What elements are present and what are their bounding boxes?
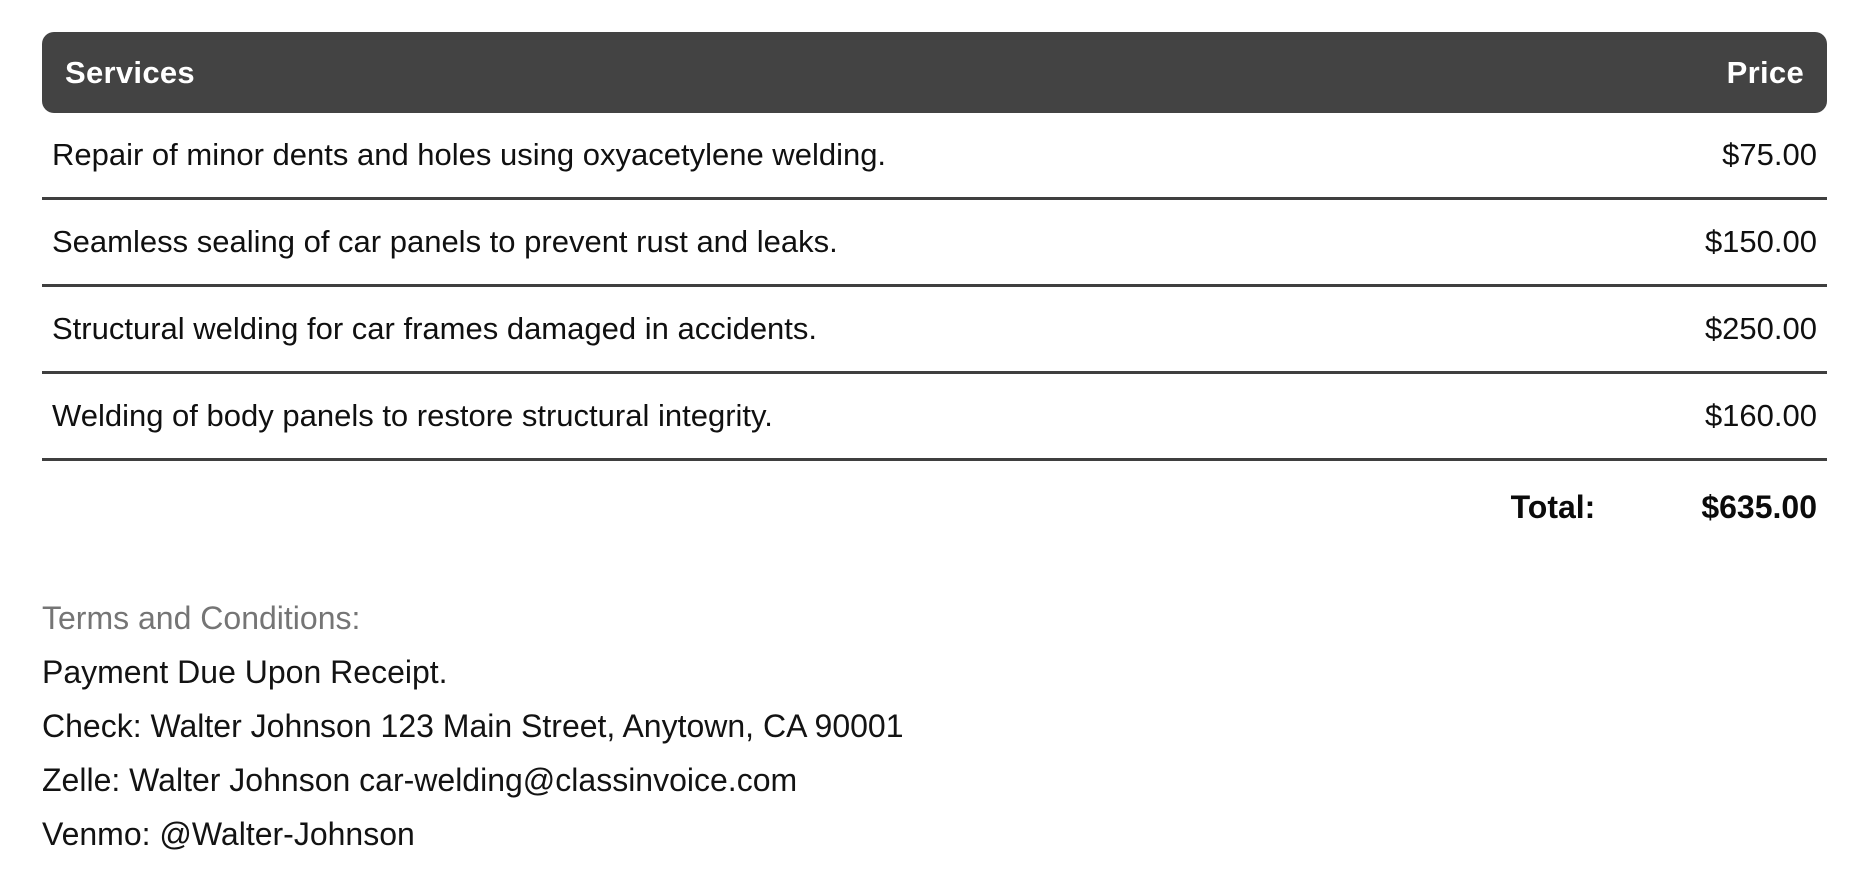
service-description-cell: Seamless sealing of car panels to prevent rust and leaks. (52, 224, 838, 259)
table-row (42, 374, 1827, 461)
price-cell: $160.00 (1704, 398, 1817, 433)
terms-section (42, 591, 1827, 861)
price-cell: $150.00 (1704, 224, 1817, 259)
table-row (42, 113, 1827, 200)
services-column-header: Services (65, 54, 195, 90)
service-description-cell: Welding of body panels to restore structural integrity. (52, 398, 773, 433)
table-header-row (42, 32, 1827, 113)
terms-line: Venmo: @Walter-Johnson (42, 816, 415, 852)
total-amount: $635.00 (1701, 488, 1817, 525)
terms-line: Check: Walter Johnson 123 Main Street, Anytown, CA 90001 (42, 708, 904, 744)
price-column-header: Price (1726, 54, 1804, 90)
total-label: Total: (1510, 488, 1596, 525)
terms-heading: Terms and Conditions: (42, 600, 361, 636)
table-row (42, 200, 1827, 287)
terms-line: Payment Due Upon Receipt. (42, 654, 448, 690)
price-cell: $75.00 (1722, 137, 1817, 172)
service-description-cell: Structural welding for car frames damaged in accidents. (52, 311, 818, 346)
services-table (42, 32, 1827, 553)
table-row (42, 287, 1827, 374)
total-row (42, 461, 1827, 553)
service-description-cell: Repair of minor dents and holes using oxyacetylene welding. (52, 137, 887, 172)
terms-line: Zelle: Walter Johnson car-welding@classinvoice.com (42, 762, 798, 798)
price-cell: $250.00 (1704, 311, 1817, 346)
